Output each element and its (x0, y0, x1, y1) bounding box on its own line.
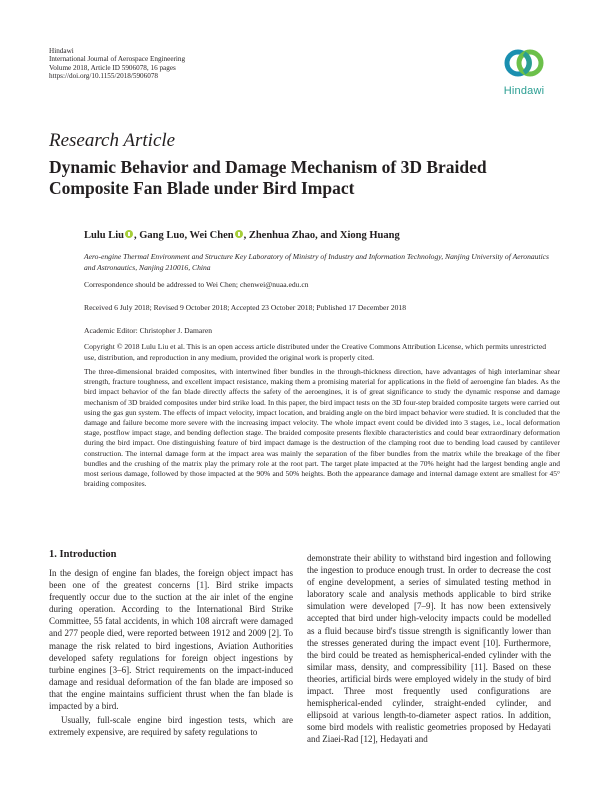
author-name[interactable]: Zhenhua Zhao (248, 230, 316, 241)
journal-name: International Journal of Aerospace Engineering (49, 55, 186, 64)
article-type: Research Article (49, 130, 176, 151)
author-name[interactable]: Xiong Huang (339, 230, 400, 241)
journal-header (49, 47, 185, 81)
hindawi-logo[interactable] (496, 43, 552, 105)
orcid-icon[interactable] (235, 230, 243, 238)
body-column-right (307, 552, 551, 746)
paragraph: In the design of engine fan blades, the foreign object impact has been one of the greatest concerns [1]. Bird strike impacts frequently occur due to the suction at the air inlet of the engine during operation. According to the International Bird Strike Committee, 55 fatal accidents, in which 108 aircraft were damaged and 277 people died, were reported between 1912 and 2009 [2]. To manage the risk related to bird ingestions, Aviation Authorities developed safety regulations for foreign object ingestions by turbine engines [3–6]. Strict requirements on the impact-induced damage and residual deformation of the fan blade are imposed so that the engine maintains sufficient thrust when the fan blade is impacted by a bird. (49, 568, 293, 712)
orcid-icon[interactable] (125, 230, 133, 238)
paragraph: demonstrate their ability to withstand bird ingestion and following the ingestion to produce enough trust. In order to decrease the cost of engine development, a series of simulated testing method in laboratory scale and analysis methods applicable to bird strike simulation were developed [7–9]. It has now been extensively accepted that bird under high-velocity impacts could be modelled as a fluid because bird's tissue strength is significantly lower than the stresses generated during the impact event [10]. Furthermore, the bird could be treated as hemispherical-ended cylinder with the similar mass, density, and compressibility [11]. Based on these theories, artificial birds were employed widely in the study of bird impact. Three most frequently used configurations are hemispherical-ended cylinder, straight-ended cylinder, and ellipsoid at various length-to-diameter aspect ratios. In addition, some bird models with realistic geometries proposed by Hedayati and Ziaei-Rad [12], Hedayati and (307, 553, 551, 745)
body-column-left (49, 567, 293, 738)
section-heading: 1. Introduction (49, 549, 117, 560)
logo-text: Hindawi (503, 85, 545, 97)
publication-dates: Received 6 July 2018; Revised 9 October 2018; Accepted 23 October 2018; Published 17 December 2018 (84, 303, 407, 312)
author-separator: , and (315, 230, 340, 241)
volume-line: Volume 2018, Article ID 5906078, 16 pages (49, 63, 176, 72)
author-name[interactable]: Gang Luo (139, 230, 185, 241)
author-name[interactable]: Lulu Liu (84, 230, 124, 241)
author-list (84, 230, 400, 241)
affiliation: Aero-engine Thermal Environment and Structure Key Laboratory of Ministry of Industry and Information Technology, Nanjing University of Aeronautics and Astronautics, Nanjing 210016, China (84, 252, 550, 272)
academic-editor: Academic Editor: Christopher J. Damaren (84, 326, 212, 335)
abstract: The three-dimensional braided composites, with intertwined fiber bundles in the through-thickness direction, have advantages of high interlaminar shear strength, fracture toughness, and excellent impact resistance, making them a promising material for applications in the field of aeroengine fan blades. As the bird impact behavior of the fan blade directly affects the safety of the aeroengines, it is of great significance to study the dynamic response and damage mechanism of 3D braided composites under bird strike load. In this paper, the bird impact tests on the 3D four-step braided composite targets were carried out using the gas gun system. The effects of impact velocity, impact location, and braiding angle on the bird impact behavior were studied. It is concluded that the damage and failure become more severe with the increasing impact velocity. The whole impact event could be divided into 3 stages, i.e., local deformation stage, postflow impact stage, and bending deflection stage. The braided composite presents flexible characteristics and could bear extraordinary deformation during the bird impact. One distinguishing feature of bird impact damage is the destruction of the clamping root due to bending load caused by cantilever construction. The internal damage form at the impact area was mainly the separation of the fiber bundles from the matrix while the breakage of the fiber bundles and the crushing of the matrix play the primary role at the root part. The target plate impacted at the 70% height had the largest bending angle and most serious damage, followed by those impacted at the 90% and 50% heights. Both the appearance damage and internal damage extent are smallest for 45° braiding composites. (84, 367, 560, 489)
publisher-name: Hindawi (49, 47, 74, 55)
copyright-notice: Copyright © 2018 Lulu Liu et al. This is an open access article distributed under the Creative Commons Attribution License, which permits unrestricted use, distribution, and reproduction in any medium, provided the original work is properly cited. (84, 342, 546, 362)
article-title: Dynamic Behavior and Damage Mechanism of 3D Braided Composite Fan Blade under Bird Impact (49, 157, 487, 198)
doi-link[interactable]: https://doi.org/10.1155/2018/5906078 (49, 72, 159, 81)
correspondence: Correspondence should be addressed to Wei Chen; chenwei@nuaa.edu.cn (84, 280, 309, 289)
author-separator: , (184, 230, 190, 241)
author-separator: , (134, 230, 140, 241)
author-separator: , (243, 230, 249, 241)
hindawi-rings-icon (502, 43, 546, 83)
author-name[interactable]: Wei Chen (189, 230, 234, 241)
paragraph: Usually, full-scale engine bird ingestion tests, which are extremely expensive, are required by safety regulations to (49, 715, 293, 738)
